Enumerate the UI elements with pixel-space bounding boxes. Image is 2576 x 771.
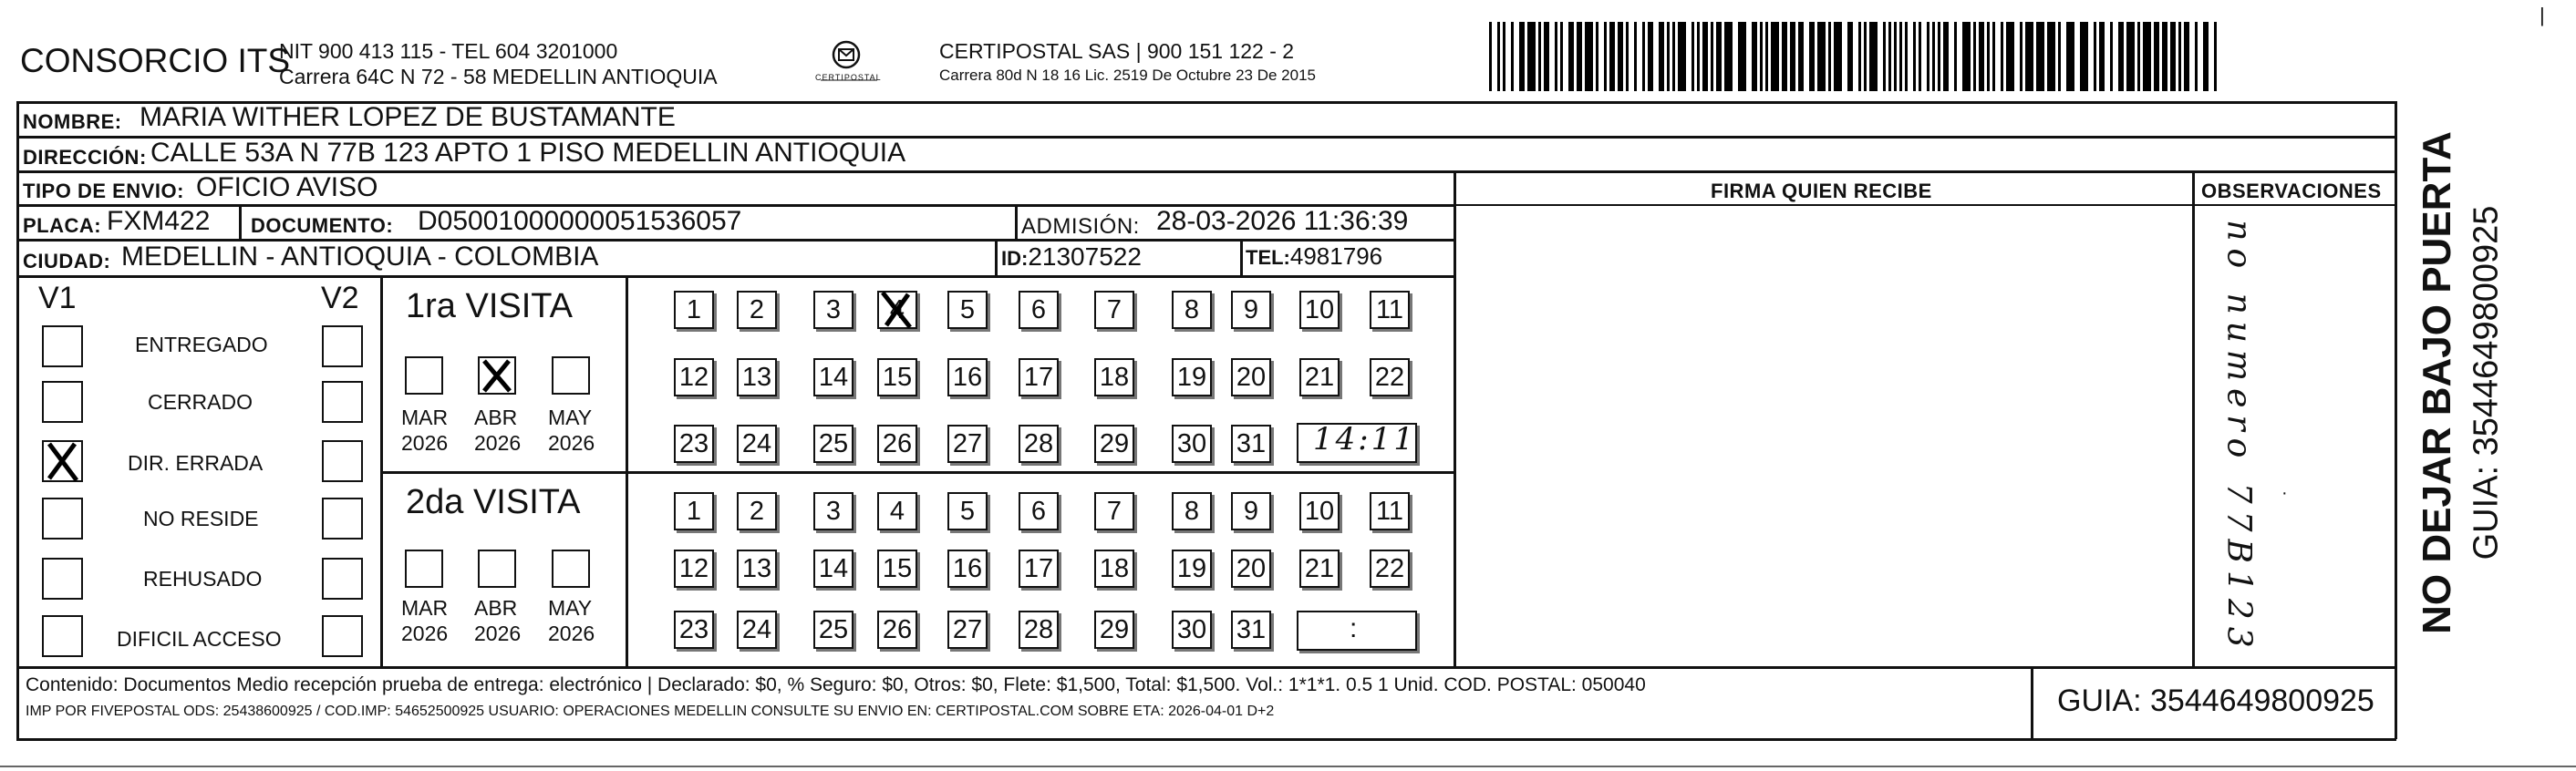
second-visit-day-16[interactable]: 16 xyxy=(947,550,988,588)
barcode-graphic xyxy=(1489,22,2219,91)
checkbox-v2-rehusado[interactable] xyxy=(322,558,363,600)
first-visit-day-23[interactable]: 23 xyxy=(674,425,714,463)
second-visit-day-17[interactable]: 17 xyxy=(1019,550,1059,588)
status-no-reside: NO RESIDE xyxy=(143,507,259,530)
checkbox-v1-cerrado[interactable] xyxy=(42,381,83,423)
second-visit-day-18[interactable]: 18 xyxy=(1094,550,1134,588)
second-visit-day-3[interactable]: 3 xyxy=(813,492,853,530)
first-visit-day-26[interactable]: 26 xyxy=(877,425,917,463)
month-box-abr-2[interactable] xyxy=(478,550,516,588)
checkbox-v2-dir-errada[interactable] xyxy=(322,440,363,482)
tipo-value: OFICIO AVISO xyxy=(196,172,378,202)
year-abr-1: 2026 xyxy=(474,431,522,455)
direccion-label: DIRECCIÓN: xyxy=(23,146,147,169)
first-visit-day-15[interactable]: 15 xyxy=(877,358,917,396)
observation-handwriting: no numero 77B123 xyxy=(2219,220,2258,655)
courier-line1: CERTIPOSTAL SAS | 900 151 122 - 2 xyxy=(939,39,1295,63)
second-visit-day-20[interactable]: 20 xyxy=(1231,550,1271,588)
x-mark-icon xyxy=(42,440,83,482)
status-entregado: ENTREGADO xyxy=(135,333,268,356)
ciudad-value: MEDELLIN - ANTIOQUIA - COLOMBIA xyxy=(121,242,599,272)
checkbox-v1-rehusado[interactable] xyxy=(42,558,83,600)
first-visit-day-5[interactable]: 5 xyxy=(947,291,988,329)
status-rehusado: REHUSADO xyxy=(143,567,263,591)
year-abr-2: 2026 xyxy=(474,622,522,645)
second-visit-day-28[interactable]: 28 xyxy=(1019,611,1059,649)
envelope-icon xyxy=(812,36,894,93)
month-abr-1: ABR xyxy=(474,406,518,429)
tel-field xyxy=(1246,242,1382,271)
second-visit-day-19[interactable]: 19 xyxy=(1172,550,1212,588)
side-warning-line2: GUIA: 3544649800925 xyxy=(2467,205,2506,560)
nombre-value: MARIA WITHER LOPEZ DE BUSTAMANTE xyxy=(140,102,676,132)
checkbox-v1-entregado[interactable] xyxy=(42,325,83,367)
first-visit-day-17[interactable]: 17 xyxy=(1019,358,1059,396)
id-label: ID: xyxy=(1001,247,1029,270)
admision-label: ADMISIÓN: xyxy=(1021,214,1140,239)
first-visit-day-25[interactable]: 25 xyxy=(813,425,853,463)
certipostal-logo xyxy=(812,36,894,93)
second-visit-day-23[interactable]: 23 xyxy=(674,611,714,649)
status-cerrado: CERRADO xyxy=(148,390,253,414)
company-name: CONSORCIO ITS xyxy=(20,42,291,79)
year-mar-1: 2026 xyxy=(401,431,449,455)
checkbox-v2-no-reside[interactable] xyxy=(322,498,363,540)
second-visit-day-6[interactable]: 6 xyxy=(1019,492,1059,530)
v1-label: V1 xyxy=(38,281,77,315)
id-value: 21307522 xyxy=(1028,242,1142,271)
placa-value: FXM422 xyxy=(107,206,211,236)
id-field xyxy=(1001,242,1142,272)
tel-value: 4981796 xyxy=(1289,242,1383,270)
status-dir-errada: DIR. ERRADA xyxy=(128,451,264,475)
month-box-mar-1[interactable] xyxy=(405,356,443,395)
second-visit-day-1[interactable]: 1 xyxy=(674,492,714,530)
checkbox-v2-cerrado[interactable] xyxy=(322,381,363,423)
first-visit-day-28[interactable]: 28 xyxy=(1019,425,1059,463)
month-mar-2: MAR xyxy=(401,596,449,620)
first-visit-day-20[interactable]: 20 xyxy=(1231,358,1271,396)
first-visit-day-19[interactable]: 19 xyxy=(1172,358,1212,396)
first-visit-day-4[interactable]: 4 xyxy=(877,291,917,329)
second-visit-day-29[interactable]: 29 xyxy=(1094,611,1134,649)
checkbox-v2-dificil-acceso[interactable] xyxy=(322,615,363,657)
year-may-2: 2026 xyxy=(548,622,595,645)
second-visit-day-24[interactable]: 24 xyxy=(737,611,777,649)
second-visit-day-5[interactable]: 5 xyxy=(947,492,988,530)
first-visit-day-29[interactable]: 29 xyxy=(1094,425,1134,463)
courier-line2: Carrera 80d N 18 16 Lic. 2519 De Octubre 23 De 2015 xyxy=(939,67,1316,84)
checkbox-v1-dificil-acceso[interactable] xyxy=(42,615,83,657)
first-visit-day-2[interactable]: 2 xyxy=(737,291,777,329)
second-visit-day-10[interactable]: 10 xyxy=(1299,492,1340,530)
second-visit-day-4[interactable]: 4 xyxy=(877,492,917,530)
first-visit-time: 14:11 xyxy=(1313,421,1416,457)
second-visit-day-9[interactable]: 9 xyxy=(1231,492,1271,530)
first-visit-day-9[interactable]: 9 xyxy=(1231,291,1271,329)
checkbox-v2-entregado[interactable] xyxy=(322,325,363,367)
first-visit-day-8[interactable]: 8 xyxy=(1172,291,1212,329)
direccion-value: CALLE 53A N 77B 123 APTO 1 PISO MEDELLIN ANTIOQUIA xyxy=(150,138,906,168)
v2-label: V2 xyxy=(321,281,359,315)
tipo-label: TIPO DE ENVIO: xyxy=(23,180,184,202)
second-visit-day-26[interactable]: 26 xyxy=(877,611,917,649)
second-visit-day-27[interactable]: 27 xyxy=(947,611,988,649)
second-visit-day-12[interactable]: 12 xyxy=(674,550,714,588)
first-visit-day-21[interactable]: 21 xyxy=(1299,358,1340,396)
second-visit-day-2[interactable]: 2 xyxy=(737,492,777,530)
first-visit-day-30[interactable]: 30 xyxy=(1172,425,1212,463)
first-visit-day-18[interactable]: 18 xyxy=(1094,358,1134,396)
second-visit-time: : xyxy=(1350,613,1358,643)
second-visit-day-30[interactable]: 30 xyxy=(1172,611,1212,649)
first-visit-day-7[interactable]: 7 xyxy=(1094,291,1134,329)
x-mark-icon xyxy=(877,291,917,329)
documento-label: DOCUMENTO: xyxy=(251,214,394,237)
second-visit-day-7[interactable]: 7 xyxy=(1094,492,1134,530)
barcode xyxy=(1489,22,2219,91)
first-visit-day-11[interactable]: 11 xyxy=(1370,291,1410,329)
second-visit-day-15[interactable]: 15 xyxy=(877,550,917,588)
checkbox-v1-no-reside[interactable] xyxy=(42,498,83,540)
company-line1: NIT 900 413 115 - TEL 604 3201000 xyxy=(279,39,618,63)
side-warning-line1: NO DEJAR BAJO PUERTA xyxy=(2415,131,2459,634)
month-box-mar-2[interactable] xyxy=(405,550,443,588)
month-box-may-2[interactable] xyxy=(552,550,590,588)
tel-label: TEL: xyxy=(1246,246,1290,269)
first-visit-day-3[interactable]: 3 xyxy=(813,291,853,329)
admision-value: 28-03-2026 11:36:39 xyxy=(1156,206,1409,236)
month-mar-1: MAR xyxy=(401,406,449,429)
company-line2: Carrera 64C N 72 - 58 MEDELLIN ANTIOQUIA xyxy=(279,65,718,88)
first-visit-day-31[interactable]: 31 xyxy=(1231,425,1271,463)
x-mark-icon xyxy=(478,356,516,395)
first-visit-day-22[interactable]: 22 xyxy=(1370,358,1410,396)
month-may-1: MAY xyxy=(548,406,593,429)
second-visit-day-21[interactable]: 21 xyxy=(1299,550,1340,588)
corner-mark: | xyxy=(2540,4,2545,26)
footer-guia: GUIA: 3544649800925 xyxy=(2057,684,2374,718)
year-mar-2: 2026 xyxy=(401,622,449,645)
month-abr-2: ABR xyxy=(474,596,518,620)
second-visit-day-22[interactable]: 22 xyxy=(1370,550,1410,588)
first-visit-day-14[interactable]: 14 xyxy=(813,358,853,396)
documento-value: D05001000000051536057 xyxy=(418,206,742,236)
first-visit-day-24[interactable]: 24 xyxy=(737,425,777,463)
first-visit-day-12[interactable]: 12 xyxy=(674,358,714,396)
first-visit-day-13[interactable]: 13 xyxy=(737,358,777,396)
first-visit-day-10[interactable]: 10 xyxy=(1299,291,1340,329)
first-visit-day-1[interactable]: 1 xyxy=(674,291,714,329)
placa-label: PLACA: xyxy=(23,214,102,237)
first-visit-day-16[interactable]: 16 xyxy=(947,358,988,396)
first-visit-day-6[interactable]: 6 xyxy=(1019,291,1059,329)
footer-line1: Contenido: Documentos Medio recepción prueba de entrega: electrónico | Declarado: $0, % Seguro: $0, Otros: $0, Flete: $1,500, Total: $1,500. Vol.: 1*1*1. 0.5 1 Unid. COD. POSTAL: 050040 xyxy=(26,674,1646,695)
second-visit-day-11[interactable]: 11 xyxy=(1370,492,1410,530)
second-visit-day-31[interactable]: 31 xyxy=(1231,611,1271,649)
second-visit-day-8[interactable]: 8 xyxy=(1172,492,1212,530)
month-box-may-1[interactable] xyxy=(552,356,590,395)
nombre-label: NOMBRE: xyxy=(23,110,122,133)
observaciones-header: OBSERVACIONES xyxy=(2201,180,2382,202)
side-warning xyxy=(2403,128,2521,638)
second-visit-title: 2da VISITA xyxy=(406,483,581,521)
second-visit-day-14[interactable]: 14 xyxy=(813,550,853,588)
status-dificil-acceso: DIFICIL ACCESO xyxy=(117,627,282,651)
second-visit-day-25[interactable]: 25 xyxy=(813,611,853,649)
observation-dot: · xyxy=(2281,483,2288,503)
first-visit-title: 1ra VISITA xyxy=(406,287,574,325)
first-visit-day-27[interactable]: 27 xyxy=(947,425,988,463)
logo-text: CERTIPOSTAL xyxy=(815,73,882,82)
month-may-2: MAY xyxy=(548,596,593,620)
footer-line2: IMP POR FIVEPOSTAL ODS: 25438600925 / COD.IMP: 54652500925 USUARIO: OPERACIONES MEDELLIN CONSULTE SU ENVIO EN: CERTIPOSTAL.COM SOBRE ETA: 2026-04-01 D+2 xyxy=(26,704,1275,719)
year-may-1: 2026 xyxy=(548,431,595,455)
firma-header: FIRMA QUIEN RECIBE xyxy=(1711,180,1932,202)
ciudad-label: CIUDAD: xyxy=(23,250,111,272)
second-visit-day-13[interactable]: 13 xyxy=(737,550,777,588)
